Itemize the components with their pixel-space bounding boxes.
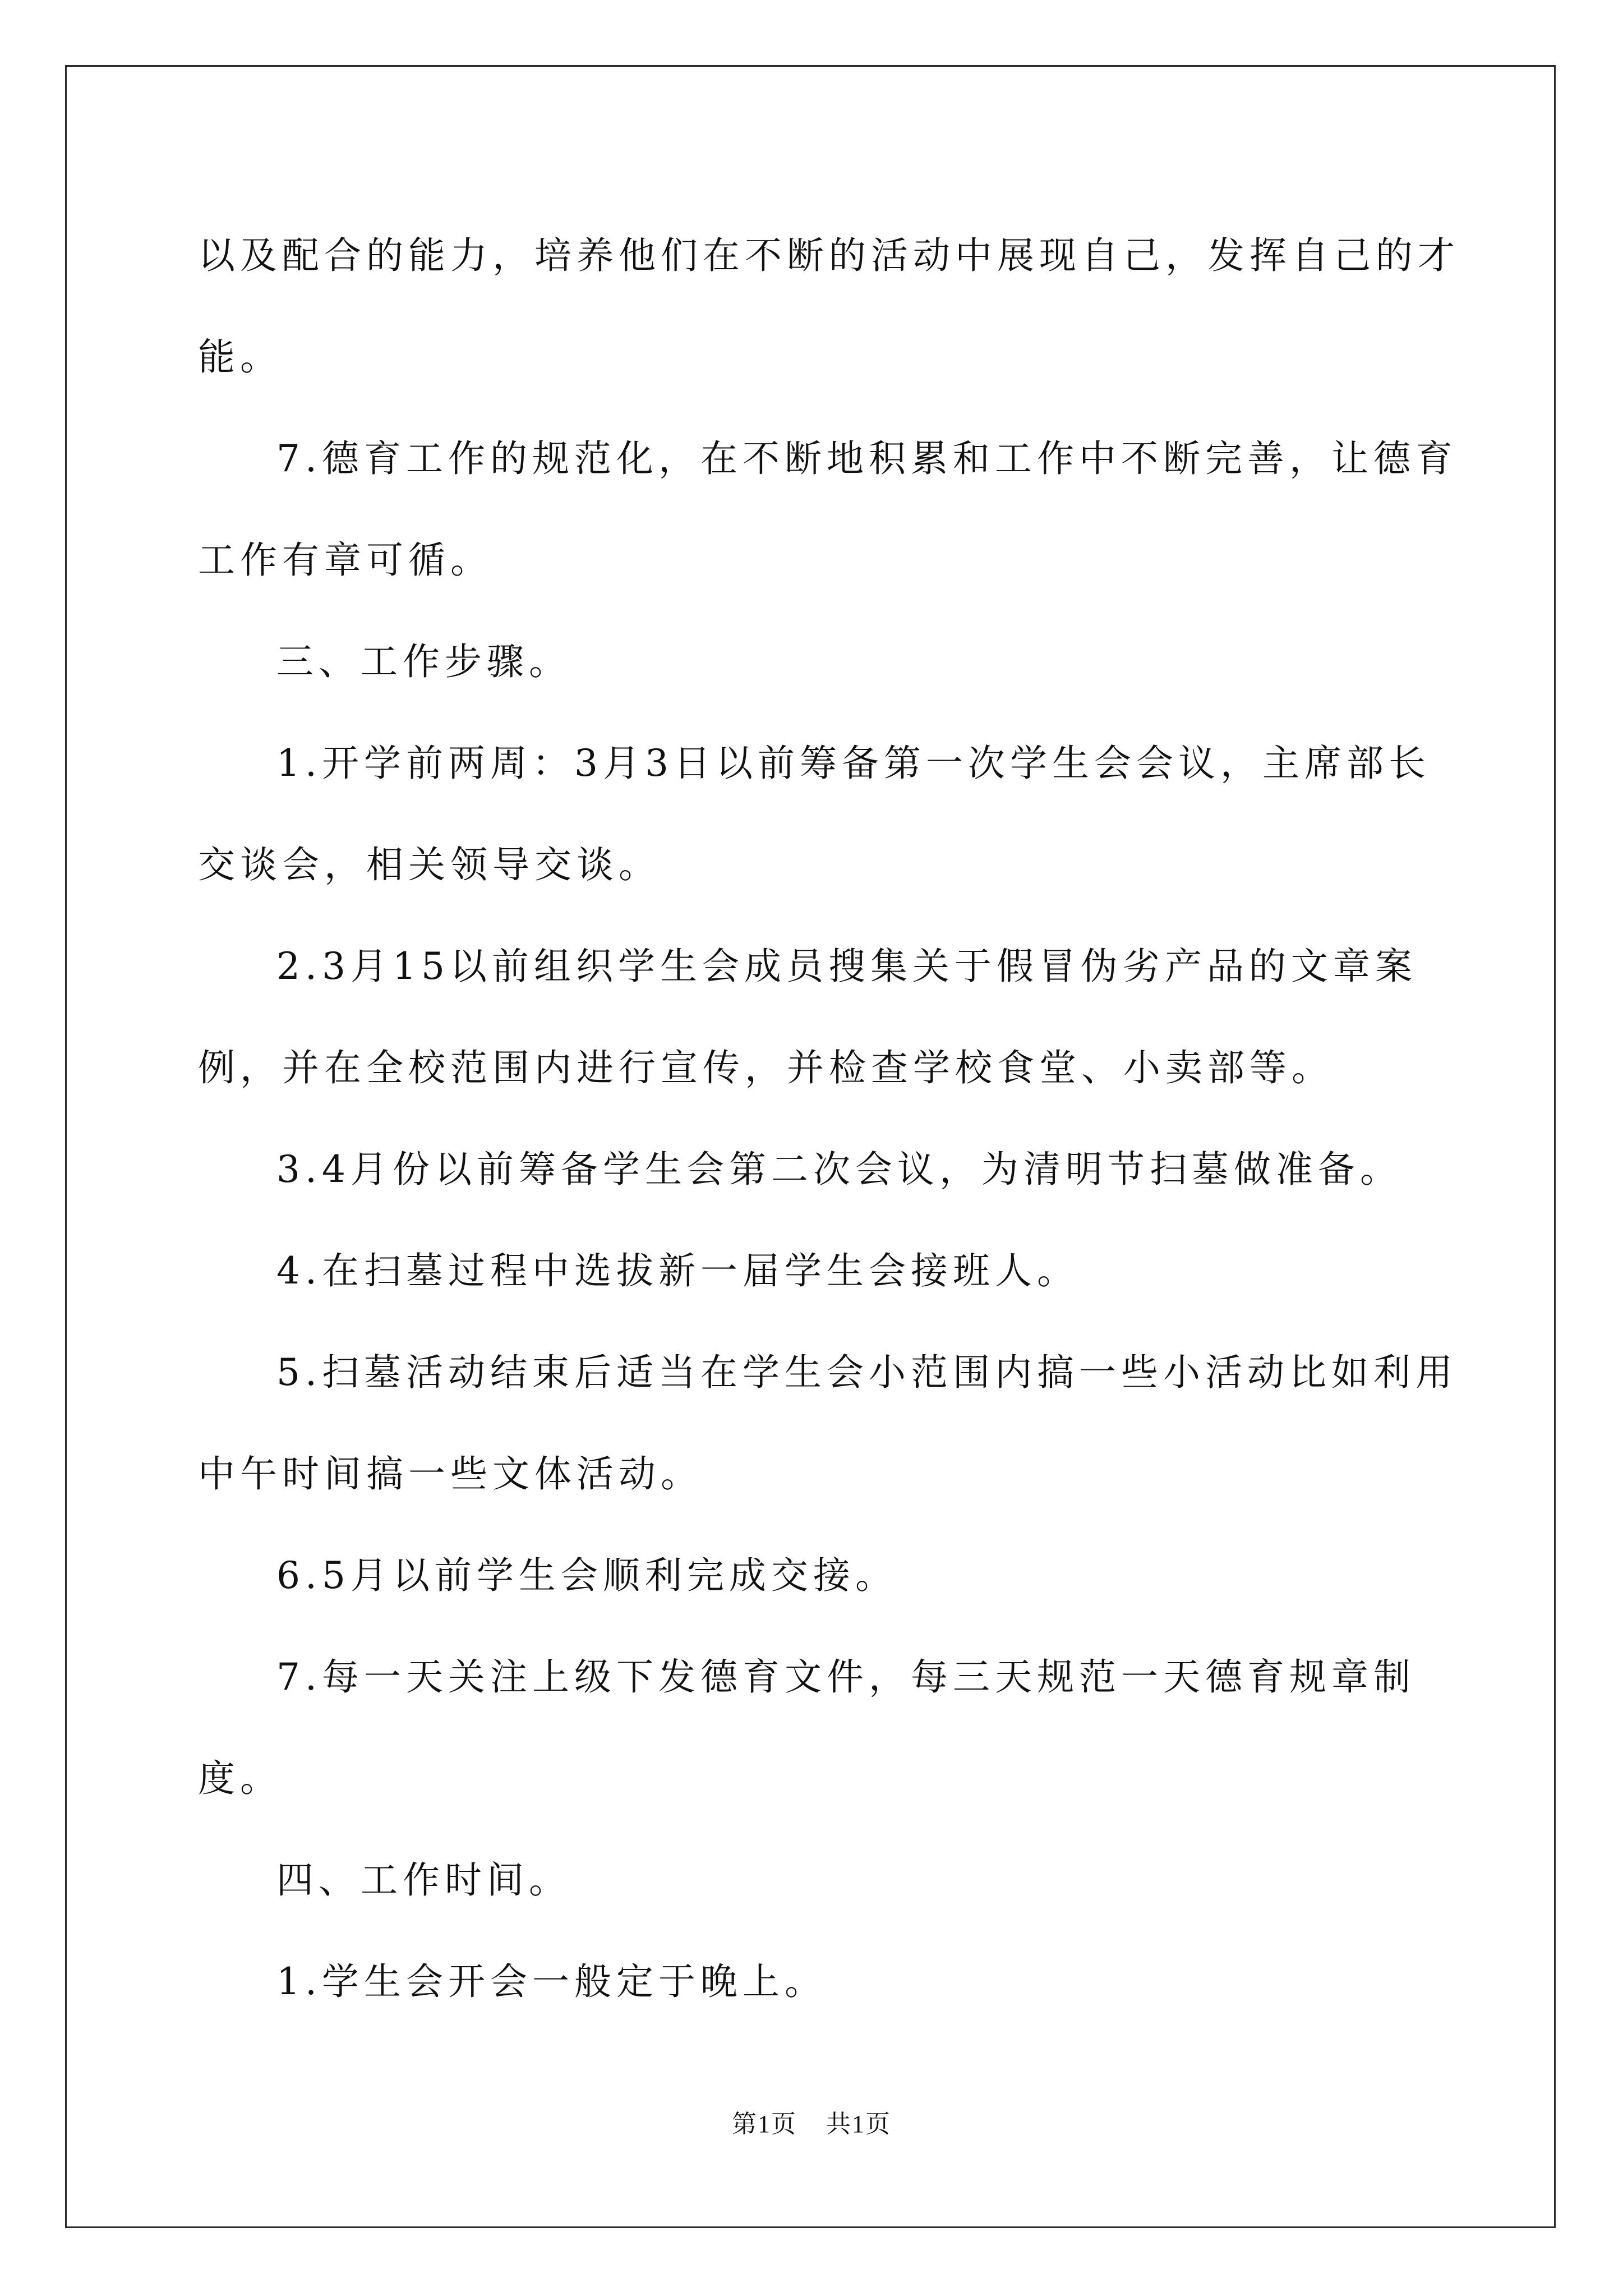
page-number-current: 第1页 <box>732 2110 797 2138</box>
page-footer <box>0 2104 1623 2139</box>
paragraph-step-6: 6.5月以前学生会顺利完成交接。 <box>276 1554 897 1597</box>
paragraph-step-5: 5.扫墓活动结束后适当在学生会小范围内搞一些小活动比如利用中午时间搞一些文体活动。 <box>198 1351 1458 1496</box>
page-number-total: 共1页 <box>826 2110 891 2138</box>
paragraph-time-1: 1.学生会开会一般定于晚上。 <box>276 1960 827 2003</box>
paragraph-step-3: 3.4月份以前筹备学生会第二次会议，为清明节扫墓做准备。 <box>276 1148 1402 1191</box>
paragraph-item-7-standardization: 7.德育工作的规范化，在不断地积累和工作中不断完善，让德育工作有章可循。 <box>198 437 1458 582</box>
paragraph-step-7: 7.每一天关注上级下发德育文件，每三天规范一天德育规章制度。 <box>198 1655 1415 1800</box>
document-body <box>198 205 1460 2032</box>
paragraph-continuation: 以及配合的能力，培养他们在不断的活动中展现自己，发挥自己的才能。 <box>198 234 1460 379</box>
paragraph-step-2: 2.3月15以前组织学生会成员搜集关于假冒伪劣产品的文章案例，并在全校范围内进行宣传，并检查学校食堂、小卖部等。 <box>198 945 1417 1089</box>
paragraph-step-4: 4.在扫墓过程中选拔新一届学生会接班人。 <box>276 1249 1079 1292</box>
section-heading-work-steps: 三、工作步骤。 <box>276 640 571 683</box>
section-heading-work-time: 四、工作时间。 <box>276 1858 571 1902</box>
paragraph-step-1: 1.开学前两周：3月3日以前筹备第一次学生会会议，主席部长交谈会，相关领导交谈。 <box>198 742 1431 886</box>
